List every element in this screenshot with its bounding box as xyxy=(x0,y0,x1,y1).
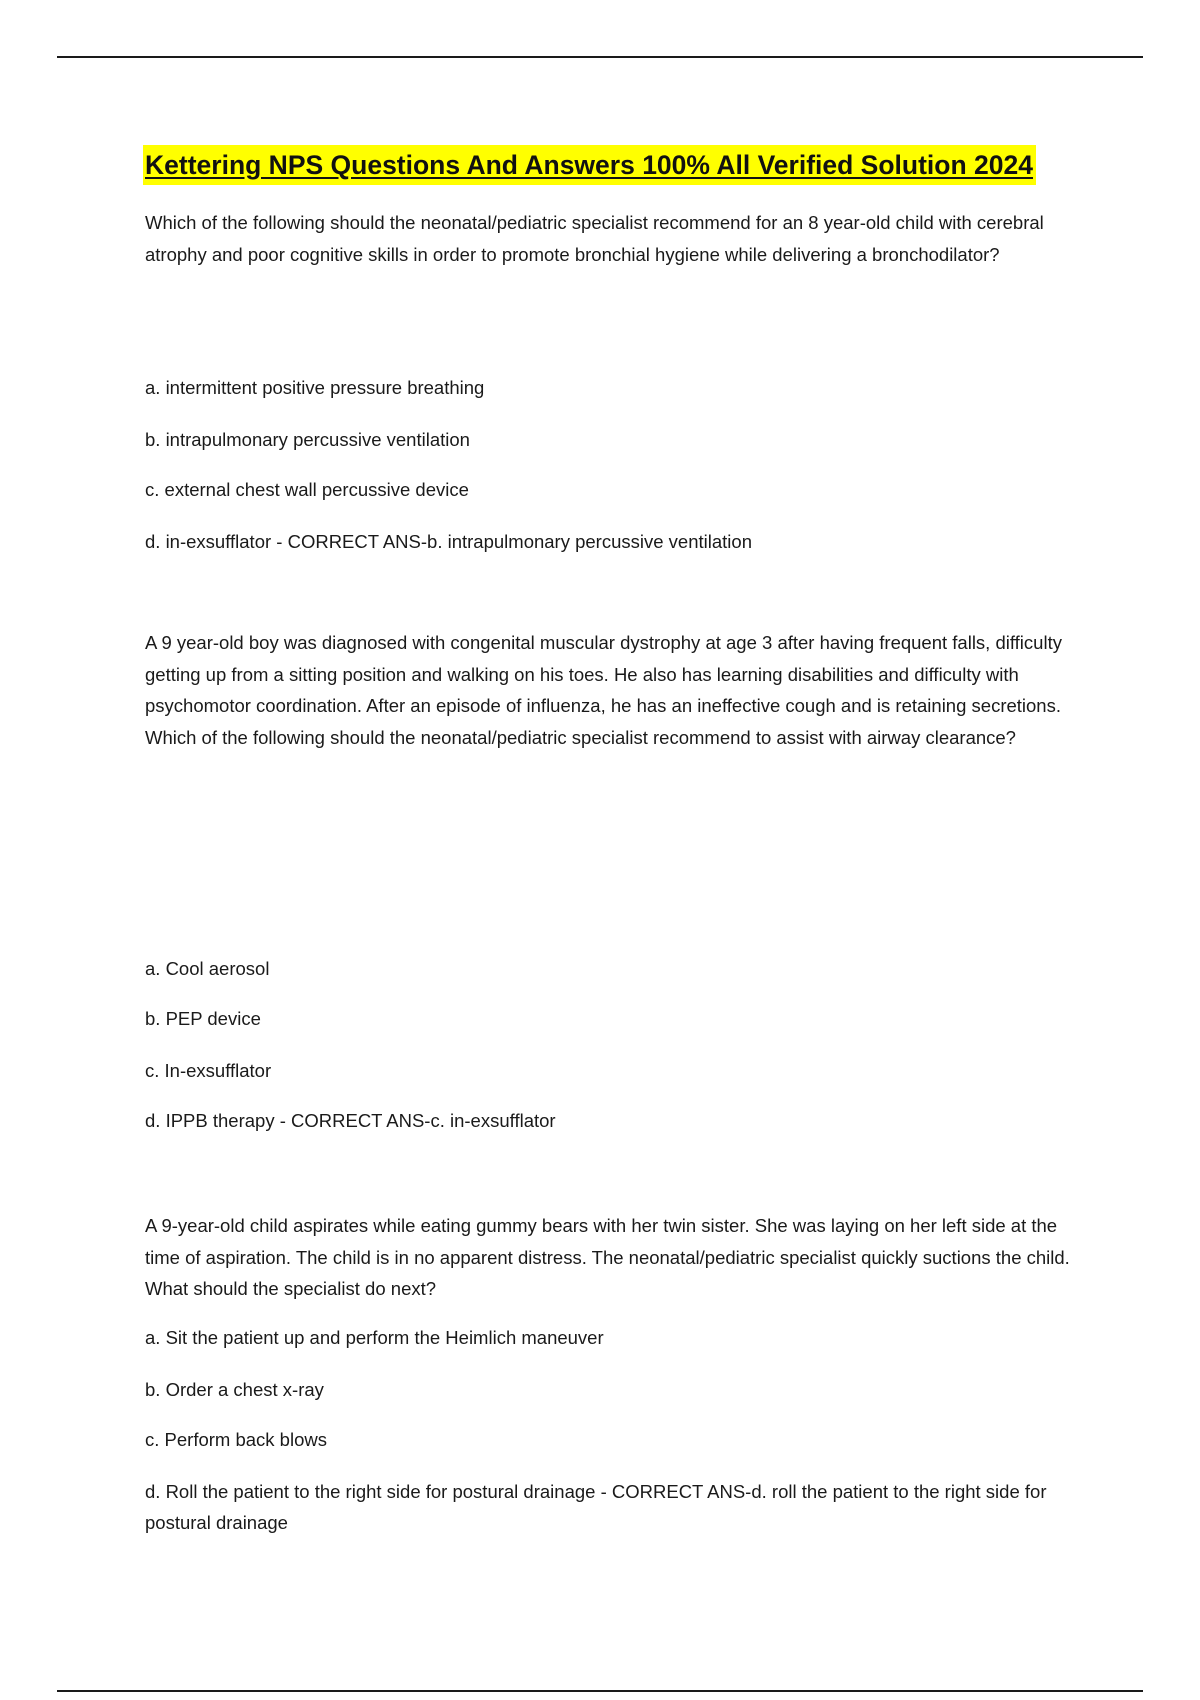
answer-option: c. Perform back blows xyxy=(145,1429,327,1450)
question-stem: Which of the following should the neonatal/pediatric specialist recommend for an 8 year-old child with cerebral atrophy and poor cognitive skills in order to promote bronchial hygiene while delivering a bronchodilator? xyxy=(145,212,1044,265)
answer-option: b. PEP device xyxy=(145,1008,261,1029)
answer-option: b. Order a chest x-ray xyxy=(145,1379,324,1400)
bottom-rule xyxy=(57,1690,1143,1692)
answer-option: a. Sit the patient up and perform the Heimlich maneuver xyxy=(145,1327,604,1348)
question-stem: A 9-year-old child aspirates while eating gummy bears with her twin sister. She was laying on her left side at the time of aspiration. The child is in no apparent distress. The neonatal/pediatric specialist quickly suctions the child. What should the specialist do next? xyxy=(145,1215,1070,1299)
answer-option: d. in-exsufflator - CORRECT ANS-b. intrapulmonary percussive ventilation xyxy=(145,531,752,552)
answer-option: c. external chest wall percussive device xyxy=(145,479,469,500)
answer-option: a. Cool aerosol xyxy=(145,958,270,979)
answer-option: b. intrapulmonary percussive ventilation xyxy=(145,429,470,450)
question-block-3 xyxy=(145,1210,1090,1305)
answer-option: a. intermittent positive pressure breathing xyxy=(145,377,485,398)
top-rule xyxy=(57,56,1143,58)
question-block-2 xyxy=(145,627,1090,753)
question-block-1 xyxy=(145,207,1090,270)
answer-option: d. Roll the patient to the right side for postural drainage - CORRECT ANS-d. roll the patient to the right side for postural drainage xyxy=(145,1481,1047,1533)
question-stem: A 9 year-old boy was diagnosed with congenital muscular dystrophy at age 3 after having frequent falls, difficulty getting up from a sitting position and walking on his toes. He also has learning disabilities and difficulty with psychomotor coordination. After an episode of influenza, he has an ineffective cough and is retaining secretions. Which of the following should the neonatal/pediatric specialist recommend to assist with airway clearance? xyxy=(145,632,1062,748)
answer-option: d. IPPB therapy - CORRECT ANS-c. in-exsufflator xyxy=(145,1110,556,1131)
answer-option: c. In-exsufflator xyxy=(145,1060,272,1081)
document-title: Kettering NPS Questions And Answers 100% All Verified Solution 2024 xyxy=(143,145,1036,185)
